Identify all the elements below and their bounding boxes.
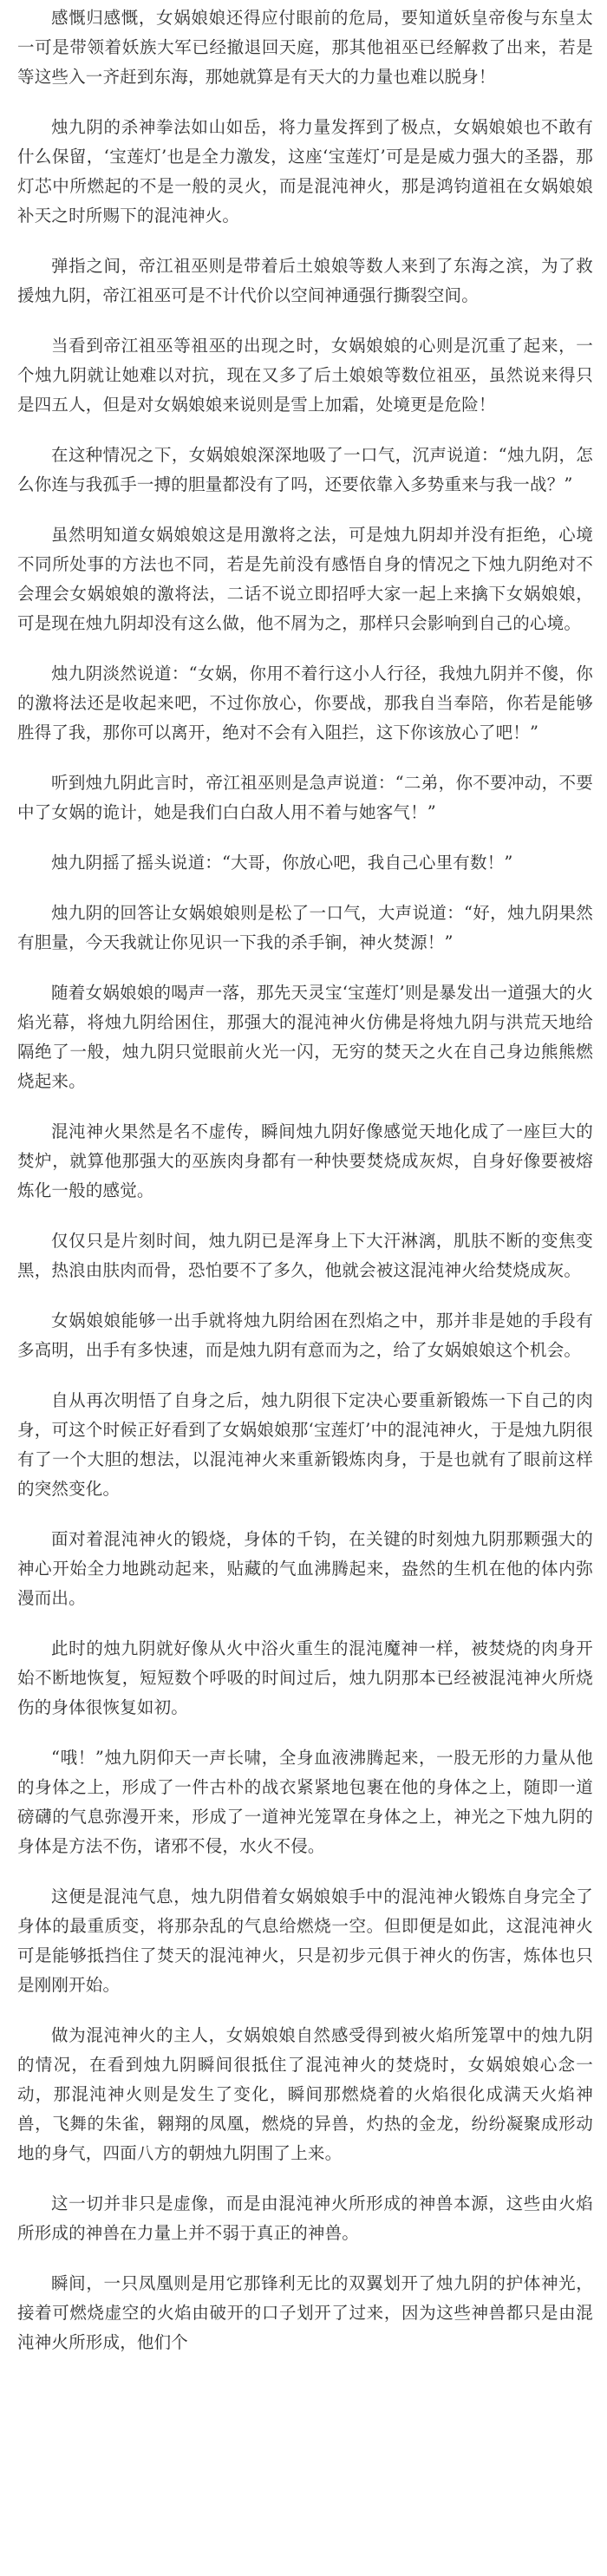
paragraph: 这一切并非只是虚像，而是由混沌神火所形成的神兽本源，这些由火焰所形成的神兽在力量上并不弱于真正的神兽。 xyxy=(17,2194,593,2243)
paragraph: 烛九阴淡然说道：“女娲，你用不着行这小人行径，我烛九阴并不傻，你的激将法还是收起来吧，不过你放心，你要战，那我自当奉陪，你若是能够胜得了我，那你可以离开，绝对不会有入阻拦，这下你该放心了吧！” xyxy=(17,664,593,742)
paragraph: 自从再次明悟了自身之后，烛九阴很下定决心要重新锻炼一下自己的肉身，可这个时候正好看到了女娲娘娘那‘宝莲灯’中的混沌神火，于是烛九阴很有了一个大胆的想法，以混沌神火来重新锻炼肉身，于是也就有了眼前这样的突然变化。 xyxy=(17,1390,593,1499)
paragraph: 烛九阴的回答让女娲娘娘则是松了一口气，大声说道：“好，烛九阴果然有胆量，今天我就让你见识一下我的杀手锏，神火焚源！” xyxy=(17,903,593,952)
paragraph: 仅仅只是片刻时间，烛九阴已是浑身上下大汗淋漓，肌肤不断的变焦变黑，热浪由肤肉而骨，恐怕要不了多久，他就会被这混沌神火给焚烧成灰。 xyxy=(17,1231,593,1280)
paragraph: 随着女娲娘娘的喝声一落，那先天灵宝‘宝莲灯’则是暴发出一道强大的火焰光幕，将烛九阴给困住，那强大的混沌神火仿佛是将烛九阴与洪荒天地给隔绝了一般，烛九阴只觉眼前火光一闪，无穷的焚天之火在自己身边熊熊燃烧起来。 xyxy=(17,983,593,1091)
paragraph: 瞬间，一只凤凰则是用它那锋利无比的双翼划开了烛九阴的护体神光，接着可燃烧虚空的火焰由破开的口子划开了过来，因为这些神兽都只是由混沌神火所形成，他们个 xyxy=(17,2273,593,2352)
paragraph: 混沌神火果然是名不虚传，瞬间烛九阴好像感觉天地化成了一座巨大的焚炉，就算他那强大的巫族肉身都有一种快要焚烧成灰烬，自身好像要被熔炼化一般的感觉。 xyxy=(17,1121,593,1200)
paragraph: 做为混沌神火的主人，女娲娘娘自然感受得到被火焰所笼罩中的烛九阴的情况，在看到烛九阴瞬间很抵住了混沌神火的焚烧时，女娲娘娘心念一动，那混沌神火则是发生了变化，瞬间那燃烧着的火焰很化成满天火焰神兽，飞舞的朱雀，翱翔的凤凰，燃烧的异兽，灼热的金龙，纷纷凝聚成形动地的身气，四面八方的朝烛九阴围了上来。 xyxy=(17,2025,593,2163)
paragraph: 在这种情况之下，女娲娘娘深深地吸了一口气，沉声说道：“烛九阴，怎么你连与我孤手一搏的胆量都没有了吗，还要依靠入多势重来与我一战？” xyxy=(17,445,593,494)
paragraph: 烛九阴的杀神拳法如山如岳，将力量发挥到了极点，女娲娘娘也不敢有什么保留，‘宝莲灯’也是全力激发，这座‘宝莲灯’可是是威力强大的圣器，那灯芯中所燃起的不是一般的灵火，而是混沌神火，那是鸿钧道祖在女娲娘娘补天之时所赐下的混沌神火。 xyxy=(17,117,593,226)
paragraph: 烛九阴摇了摇头说道：“大哥，你放心吧，我自己心里有数！” xyxy=(51,853,513,873)
paragraph: 面对着混沌神火的锻烧，身体的千钧，在关键的时刻烛九阴那颗强大的神心开始全力地跳动起来，贴藏的气血沸腾起来，盎然的生机在他的体内弥漫而出。 xyxy=(17,1529,593,1608)
paragraph: 虽然明知道女娲娘娘这是用激将之法，可是烛九阴却并没有拒绝，心境不同所处事的方法也不同，若是先前没有感悟自身的情况之下烛九阴绝对不会理会女娲娘娘的激将法，二话不说立即招呼大家一起上来擒下女娲娘娘，可是现在烛九阴却没有这么做，他不屑为之，那样只会影响到自己的心境。 xyxy=(17,525,593,633)
paragraph: 感慨归感慨，女娲娘娘还得应付眼前的危局，要知道妖皇帝俊与东皇太一可是带领着妖族大军已经撤退回天庭，那其他祖巫已经解救了出来，若是等这些入一齐赶到东海，那她就算是有天大的力量也难以脱身！ xyxy=(17,8,593,87)
paragraph: 此时的烛九阴就好像从火中浴火重生的混沌魔神一样，被焚烧的肉身开始不断地恢复，短短数个呼吸的时间过后，烛九阴那本已经被混沌神火所烧伤的身体很恢复如初。 xyxy=(17,1638,593,1717)
paragraph: 这便是混沌气息，烛九阴借着女娲娘娘手中的混沌神火锻炼自身完全了身体的最重质变，将那杂乱的气息给燃烧一空。但即便是如此，这混沌神火可是能够抵挡住了焚天的混沌神火，只是初步元俱于神火的伤害，炼体也只是刚刚开始。 xyxy=(17,1886,593,1995)
paragraph: 女娲娘娘能够一出手就将烛九阴给困在烈焰之中，那并非是她的手段有多高明，出手有多快速，而是烛九阴有意而为之，给了女娲娘娘这个机会。 xyxy=(17,1311,593,1360)
paragraph: 听到烛九阴此言时，帝江祖巫则是急声说道：“二弟，你不要冲动，不要中了女娲的诡计，她是我们白白敌人用不着与她客气！” xyxy=(17,773,593,822)
paragraph: 弹指之间，帝江祖巫则是带着后土娘娘等数人来到了东海之滨，为了救援烛九阴，帝江祖巫可是不计代价以空间神通强行撕裂空间。 xyxy=(17,256,593,305)
paragraph: 当看到帝江祖巫等祖巫的出现之时，女娲娘娘的心则是沉重了起来，一个烛九阴就让她难以对抗，现在又多了后土娘娘等数位祖巫，虽然说来得只是四五人，但是对女娲娘娘来说则是雪上加霜，处境更是危险！ xyxy=(17,336,593,415)
paragraph: “哦！”烛九阴仰天一声长啸，全身血液沸腾起来，一股无形的力量从他的身体之上，形成了一件古朴的战衣紧紧地包裹在他的身体之上，随即一道磅礴的气息弥漫开来，形成了一道神光笼罩在身体之上，神光之下烛九阴的身体是方法不伤，诸邪不侵，水火不侵。 xyxy=(17,1748,593,1856)
